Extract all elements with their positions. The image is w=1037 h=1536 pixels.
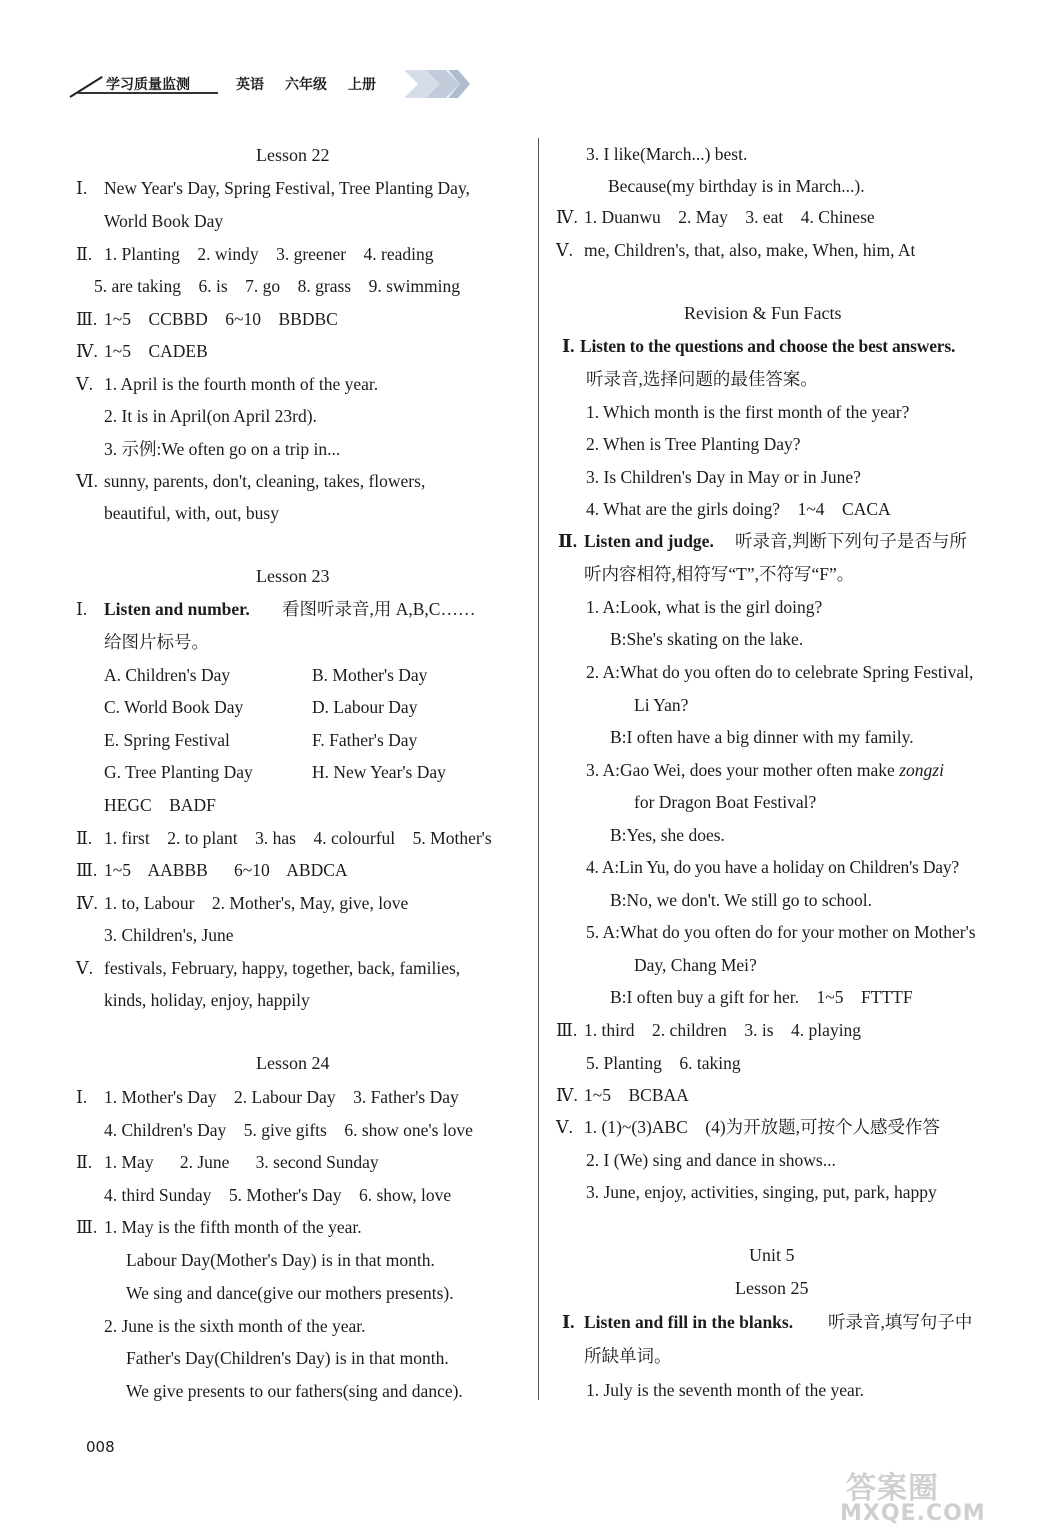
section-number: Ⅰ. [76, 599, 88, 619]
section-number: Ⅳ. [76, 893, 98, 913]
answer-line: 1~5 CADEB [104, 341, 208, 361]
answer-line: 2. I (We) sing and dance in shows... [586, 1150, 836, 1170]
option-item: H. New Year's Day [312, 762, 446, 782]
header-grade: 六年级 [285, 77, 327, 93]
lesson-title: Lesson 22 [256, 145, 330, 165]
section-instruction: 所缺单词。 [584, 1346, 672, 1366]
answer-line: 4. third Sunday 5. Mother's Day 6. show, love [104, 1185, 452, 1205]
answer-line: 1. April is the fourth month of the year. [104, 374, 379, 394]
section-heading: Listen and fill in the blanks. [584, 1312, 794, 1332]
answer-line: 2. It is in April(on April 23rd). [104, 406, 317, 426]
dialogue-line: B:I often buy a gift for her. 1~5 FTTTF [610, 987, 913, 1007]
answer-line: Because(my birthday is in March...). [608, 176, 865, 196]
section-number: Ⅲ. [76, 1217, 98, 1237]
section-number: Ⅴ. [556, 1117, 574, 1137]
header-series: 学习质量监测 [106, 77, 190, 93]
answer-line: 5. Planting 6. taking [586, 1053, 741, 1073]
answer-line: kinds, holiday, enjoy, happily [104, 990, 310, 1010]
dialogue-line: B:Yes, she does. [610, 825, 725, 845]
option-item: E. Spring Festival [104, 730, 230, 750]
answer-line: 1. to, Labour 2. Mother's, May, give, love [104, 893, 409, 913]
page-number: 008 [86, 1438, 115, 1456]
watermark-site-text: MXQE.COM [840, 1501, 986, 1526]
option-item: B. Mother's Day [312, 665, 428, 685]
section-heading: Listen to the questions and choose the best answers. [580, 336, 956, 356]
question-item: 1. Which month is the first month of the year? [586, 402, 910, 422]
answer-line: World Book Day [104, 211, 224, 231]
dialogue-line [586, 759, 944, 781]
section-number: Ⅱ. [76, 1152, 93, 1172]
question-item: 4. What are the girls doing? 1~4 CACA [586, 499, 891, 519]
answer-line: 3. I like(March...) best. [586, 144, 748, 164]
answer-line: 4. Children's Day 5. give gifts 6. show one's love [104, 1120, 473, 1140]
watermark [826, 1463, 1026, 1529]
section-instruction: 听内容相符,相符写“T”,不符写“F”。 [584, 564, 855, 584]
header-subject: 英语 [236, 77, 264, 93]
answer-line: We sing and dance(give our mothers presents). [126, 1283, 454, 1303]
dialogue-line: 5. A:What do you often do for your mother on Mother's [586, 922, 976, 942]
column-divider [538, 138, 539, 1400]
dialogue-line: B:No, we don't. We still go to school. [610, 890, 872, 910]
dialogue-line: Li Yan? [634, 695, 689, 715]
section-instruction: 看图听录音,用 A,B,C…… [282, 599, 476, 619]
answer-line: me, Children's, that, also, make, When, him, At [584, 240, 916, 260]
watermark-logo-text: 答案圈 [846, 1471, 939, 1506]
section-number: Ⅲ. [76, 860, 98, 880]
answer-line: Labour Day(Mother's Day) is in that month. [126, 1250, 435, 1270]
answer-line: 1. July is the seventh month of the year. [586, 1380, 865, 1400]
answer-line: 1. May is the fifth month of the year. [104, 1217, 362, 1237]
section-number: Ⅳ. [76, 341, 98, 361]
answer-line: New Year's Day, Spring Festival, Tree Planting Day, [104, 178, 470, 198]
section-number: Ⅴ. [76, 958, 94, 978]
answer-line: Father's Day(Children's Day) is in that month. [126, 1348, 449, 1368]
section-number: Ⅰ. [76, 1087, 88, 1107]
section-instruction: 听录音,填写句子中 [828, 1312, 973, 1332]
dialogue-line: 2. A:What do you often do to celebrate Spring Festival, [586, 662, 974, 682]
lesson-title: Revision & Fun Facts [684, 303, 842, 323]
option-item: G. Tree Planting Day [104, 762, 253, 782]
lesson-title: Lesson 23 [256, 566, 330, 586]
section-heading: Listen and judge. [584, 531, 714, 551]
answer-line: 5. are taking 6. is 7. go 8. grass 9. swimming [94, 276, 461, 296]
option-item: F. Father's Day [312, 730, 418, 750]
question-item: 2. When is Tree Planting Day? [586, 434, 801, 454]
section-number: Ⅲ. [76, 309, 98, 329]
section-number: Ⅱ. [76, 828, 93, 848]
answer-line: 1. May 2. June 3. second Sunday [104, 1152, 379, 1172]
answer-line: 1. (1)~(3)ABC (4)为开放题,可按个人感受作答 [584, 1117, 941, 1137]
option-item: C. World Book Day [104, 697, 244, 717]
answer-line: 1~5 AABBB 6~10 ABDCA [104, 860, 348, 880]
dialogue-line: B:She's skating on the lake. [610, 629, 804, 649]
lesson-title: Lesson 24 [256, 1053, 330, 1073]
section-number: Ⅴ. [556, 240, 574, 260]
section-number: Ⅱ. [76, 244, 93, 264]
section-number: Ⅱ. [558, 531, 578, 551]
dialogue-italic-word: zongzi [899, 760, 944, 780]
answer-line: 3. 示例:We often go on a trip in... [104, 439, 341, 459]
section-instruction: 听录音,判断下列句子是否与所 [735, 531, 967, 551]
answer-line: 1. Duanwu 2. May 3. eat 4. Chinese [584, 207, 875, 227]
section-instruction: 给图片标号。 [104, 632, 209, 652]
header-volume: 上册 [348, 77, 376, 93]
answer-line: beautiful, with, out, busy [104, 503, 279, 523]
answer-line: We give presents to our fathers(sing and dance). [126, 1381, 463, 1401]
option-item: D. Labour Day [312, 697, 418, 717]
section-number: Ⅰ. [562, 1312, 575, 1332]
answer-line: sunny, parents, don't, cleaning, takes, flowers, [104, 471, 426, 491]
answer-line: 3. Children's, June [104, 925, 234, 945]
section-number: Ⅴ. [76, 374, 94, 394]
answer-line: 1. third 2. children 3. is 4. playing [584, 1020, 862, 1040]
answer-line: 1. first 2. to plant 3. has 4. colourful 5. Mother's [104, 828, 492, 848]
dialogue-line: B:I often have a big dinner with my family. [610, 727, 914, 747]
dialogue-line: for Dragon Boat Festival? [634, 792, 817, 812]
section-number: Ⅲ. [556, 1020, 578, 1040]
answer-line: 1. Mother's Day 2. Labour Day 3. Father's Day [104, 1087, 459, 1107]
section-number: Ⅳ. [556, 207, 578, 227]
question-item: 3. Is Children's Day in May or in June? [586, 467, 861, 487]
answer-line: HEGC BADF [104, 795, 216, 815]
answer-line: 1~5 CCBBD 6~10 BBDBC [104, 309, 338, 329]
dialogue-text: 3. A:Gao Wei, does your mother often make [586, 760, 900, 780]
dialogue-line: 4. A:Lin Yu, do you have a holiday on Children's Day? [586, 857, 959, 877]
option-item: A. Children's Day [104, 665, 231, 685]
section-instruction: 听录音,选择问题的最佳答案。 [586, 369, 818, 389]
lesson-title: Lesson 25 [735, 1278, 809, 1298]
answer-line: 1. Planting 2. windy 3. greener 4. reading [104, 244, 434, 264]
dialogue-line: 1. A:Look, what is the girl doing? [586, 597, 823, 617]
dialogue-line: Day, Chang Mei? [634, 955, 757, 975]
answer-line: 1~5 BCBAA [584, 1085, 689, 1105]
section-heading: Listen and number. [104, 599, 250, 619]
section-number: Ⅰ. [76, 178, 88, 198]
chevron-decoration-icon [400, 68, 472, 100]
answer-line: festivals, February, happy, together, back, families, [104, 958, 461, 978]
section-number: Ⅰ. [562, 336, 575, 356]
section-number: Ⅵ. [76, 471, 98, 491]
section-number: Ⅳ. [556, 1085, 578, 1105]
unit-title: Unit 5 [749, 1245, 795, 1265]
answer-line: 2. June is the sixth month of the year. [104, 1316, 366, 1336]
pen-icon [69, 76, 102, 98]
answer-line: 3. June, enjoy, activities, singing, put, park, happy [586, 1182, 937, 1202]
